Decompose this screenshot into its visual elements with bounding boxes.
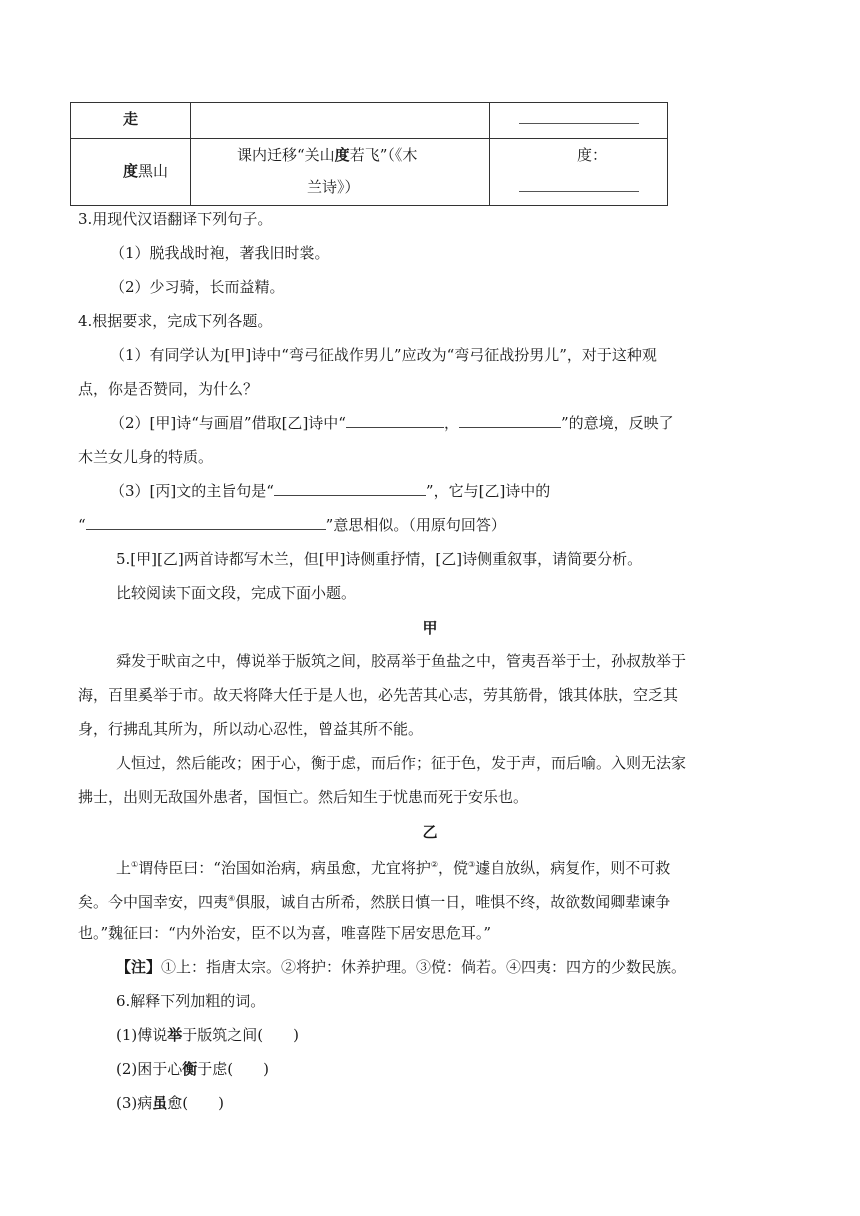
- footnote-marker: ①: [131, 860, 139, 869]
- answer-blank[interactable]: [459, 413, 561, 428]
- q6-item-2: [116, 1059, 828, 1079]
- q3-sentence-2: （2）少习骑，长而益精。: [110, 278, 285, 296]
- bold-word: 虽: [152, 1094, 168, 1112]
- passage-yi-heading: 乙: [422, 823, 438, 841]
- q4-part-2-text: （2）[甲]诗“与画眉”借取[乙]诗中“: [110, 414, 346, 432]
- hint-text: 若飞”（《木: [349, 146, 418, 164]
- reading-intro: 比较阅读下面文段，完成下面小题。: [116, 584, 357, 602]
- q6-item-1: [116, 1025, 828, 1045]
- yi-text: 遽自放纵，病复作，则不可救: [475, 859, 671, 877]
- jia-p2-line-1: 人恒过，然后能改；困于心，衡于虑，而后作；征于色，发于声，而后喻。入则无法家: [116, 754, 687, 772]
- q4-part-3-text: “: [78, 516, 86, 534]
- hint-text: 课内迁移“关山: [237, 146, 335, 164]
- q4-part-1-line-1: （1）有同学认为[甲]诗中“弯弓征战作男儿”应改为“弯弓征战扮男儿”，对于这种观: [110, 346, 657, 364]
- yi-text: 上: [116, 859, 132, 877]
- q4-part-2-line-1: [110, 413, 822, 433]
- jia-p2-line-2: 拂士，出则无敌国外患者，国恒亡。然后知生于忧患而死于安乐也。: [78, 788, 529, 806]
- table-cell-hint-2: 兰诗》）: [307, 178, 360, 196]
- yi-note: [116, 957, 828, 977]
- note-text: ①上：指唐太宗。②将护：休养护理。③傥：倘若。④四夷：四方的少数民族。: [161, 958, 687, 976]
- bold-word: 衡: [182, 1060, 198, 1078]
- q3-sentence-1: （1）脱我战时袍，著我旧时裳。: [110, 244, 330, 262]
- yi-text: 俱服，诚自古所希，然朕日慎一日，唯惧不终，故欲数闻卿辈谏争: [235, 893, 671, 911]
- q6-text: 于虑( ): [197, 1060, 269, 1078]
- q6-text: 于版筑之间( ): [182, 1026, 299, 1044]
- answer-blank[interactable]: [86, 515, 326, 530]
- yi-text: ，傥: [438, 859, 469, 877]
- footnote-marker: ②: [430, 860, 439, 869]
- yi-line-1: [116, 855, 828, 878]
- jia-p1-line-3: 身，行拂乱其所为，所以动心忍性，曾益其所不能。: [78, 720, 424, 738]
- q6-text: (1)傅说: [116, 1026, 168, 1044]
- question-4-title: 4.根据要求，完成下列各题。: [78, 312, 273, 330]
- jia-p1-line-1: 舜发于畎亩之中，傅说举于版筑之间，胶鬲举于鱼盐之中，管夷吾举于士，孙叔敖举于: [116, 652, 687, 670]
- q6-item-3: [116, 1093, 828, 1113]
- question-3-title: 3.用现代汉语翻译下列句子。: [78, 210, 273, 228]
- note-label: 【注】: [116, 958, 162, 976]
- answer-blank[interactable]: [274, 481, 426, 496]
- q4-part-1-line-2: 点，你是否赞同，为什么？: [78, 380, 259, 398]
- word-rest: 黑山: [138, 162, 169, 180]
- q4-part-3-line-1: [110, 481, 822, 501]
- yi-line-3: 也。”魏征曰：“内外治安，臣不以为喜，唯喜陛下居安思危耳。”: [78, 924, 492, 942]
- passage-jia-heading: 甲: [422, 619, 438, 637]
- bold-word: 举: [167, 1026, 183, 1044]
- footnote-marker: ④: [228, 894, 236, 903]
- jia-p1-line-2: 海，百里奚举于市。故天将降大任于是人也，必先苦其心志，劳其筋骨，饿其体肤，空乏其: [78, 686, 679, 704]
- table-cell-hint: [237, 143, 483, 167]
- q4-part-2-sep: ，: [443, 414, 459, 432]
- q4-part-3-line-2: [78, 515, 790, 535]
- bold-word: 度: [334, 146, 350, 164]
- table-col-divider: [489, 103, 490, 205]
- q4-part-3-text: ”，它与[乙]诗中的: [425, 482, 551, 500]
- answer-blank[interactable]: [346, 413, 444, 428]
- question-6-title: 6.解释下列加粗的词。: [116, 992, 266, 1010]
- answer-blank[interactable]: [519, 123, 639, 124]
- q4-part-3-text: ”意思相似。（用原句回答）: [325, 516, 506, 534]
- q6-text: 愈( ): [167, 1094, 224, 1112]
- q4-part-2-text: ”的意境，反映了: [560, 414, 674, 432]
- yi-text: 矣。今中国幸安，四夷: [78, 893, 229, 911]
- table-col-divider: [190, 103, 191, 205]
- table-cell-answer-label: 度：: [577, 146, 608, 164]
- table-cell-word: [123, 159, 168, 183]
- table-row-divider: [71, 138, 667, 139]
- footnote-marker: ③: [468, 860, 476, 869]
- q6-text: (2)困于心: [116, 1060, 183, 1078]
- yi-line-2: [78, 889, 790, 912]
- q4-part-2-line-2: 木兰女儿身的特质。: [78, 448, 214, 466]
- bold-word: 度: [123, 162, 139, 180]
- table-cell-word: 走: [123, 110, 139, 128]
- question-5-title: 5.[甲][乙]两首诗都写木兰，但[甲]诗侧重抒情，[乙]诗侧重叙事，请简要分析。: [116, 550, 643, 568]
- q6-text: (3)病: [116, 1094, 153, 1112]
- q4-part-3-text: （3）[丙]文的主旨句是“: [110, 482, 274, 500]
- answer-blank[interactable]: [519, 191, 639, 192]
- vocab-table: [70, 102, 668, 206]
- yi-text: 谓侍臣曰：“治国如治病，病虽愈，尤宜将护: [138, 859, 431, 877]
